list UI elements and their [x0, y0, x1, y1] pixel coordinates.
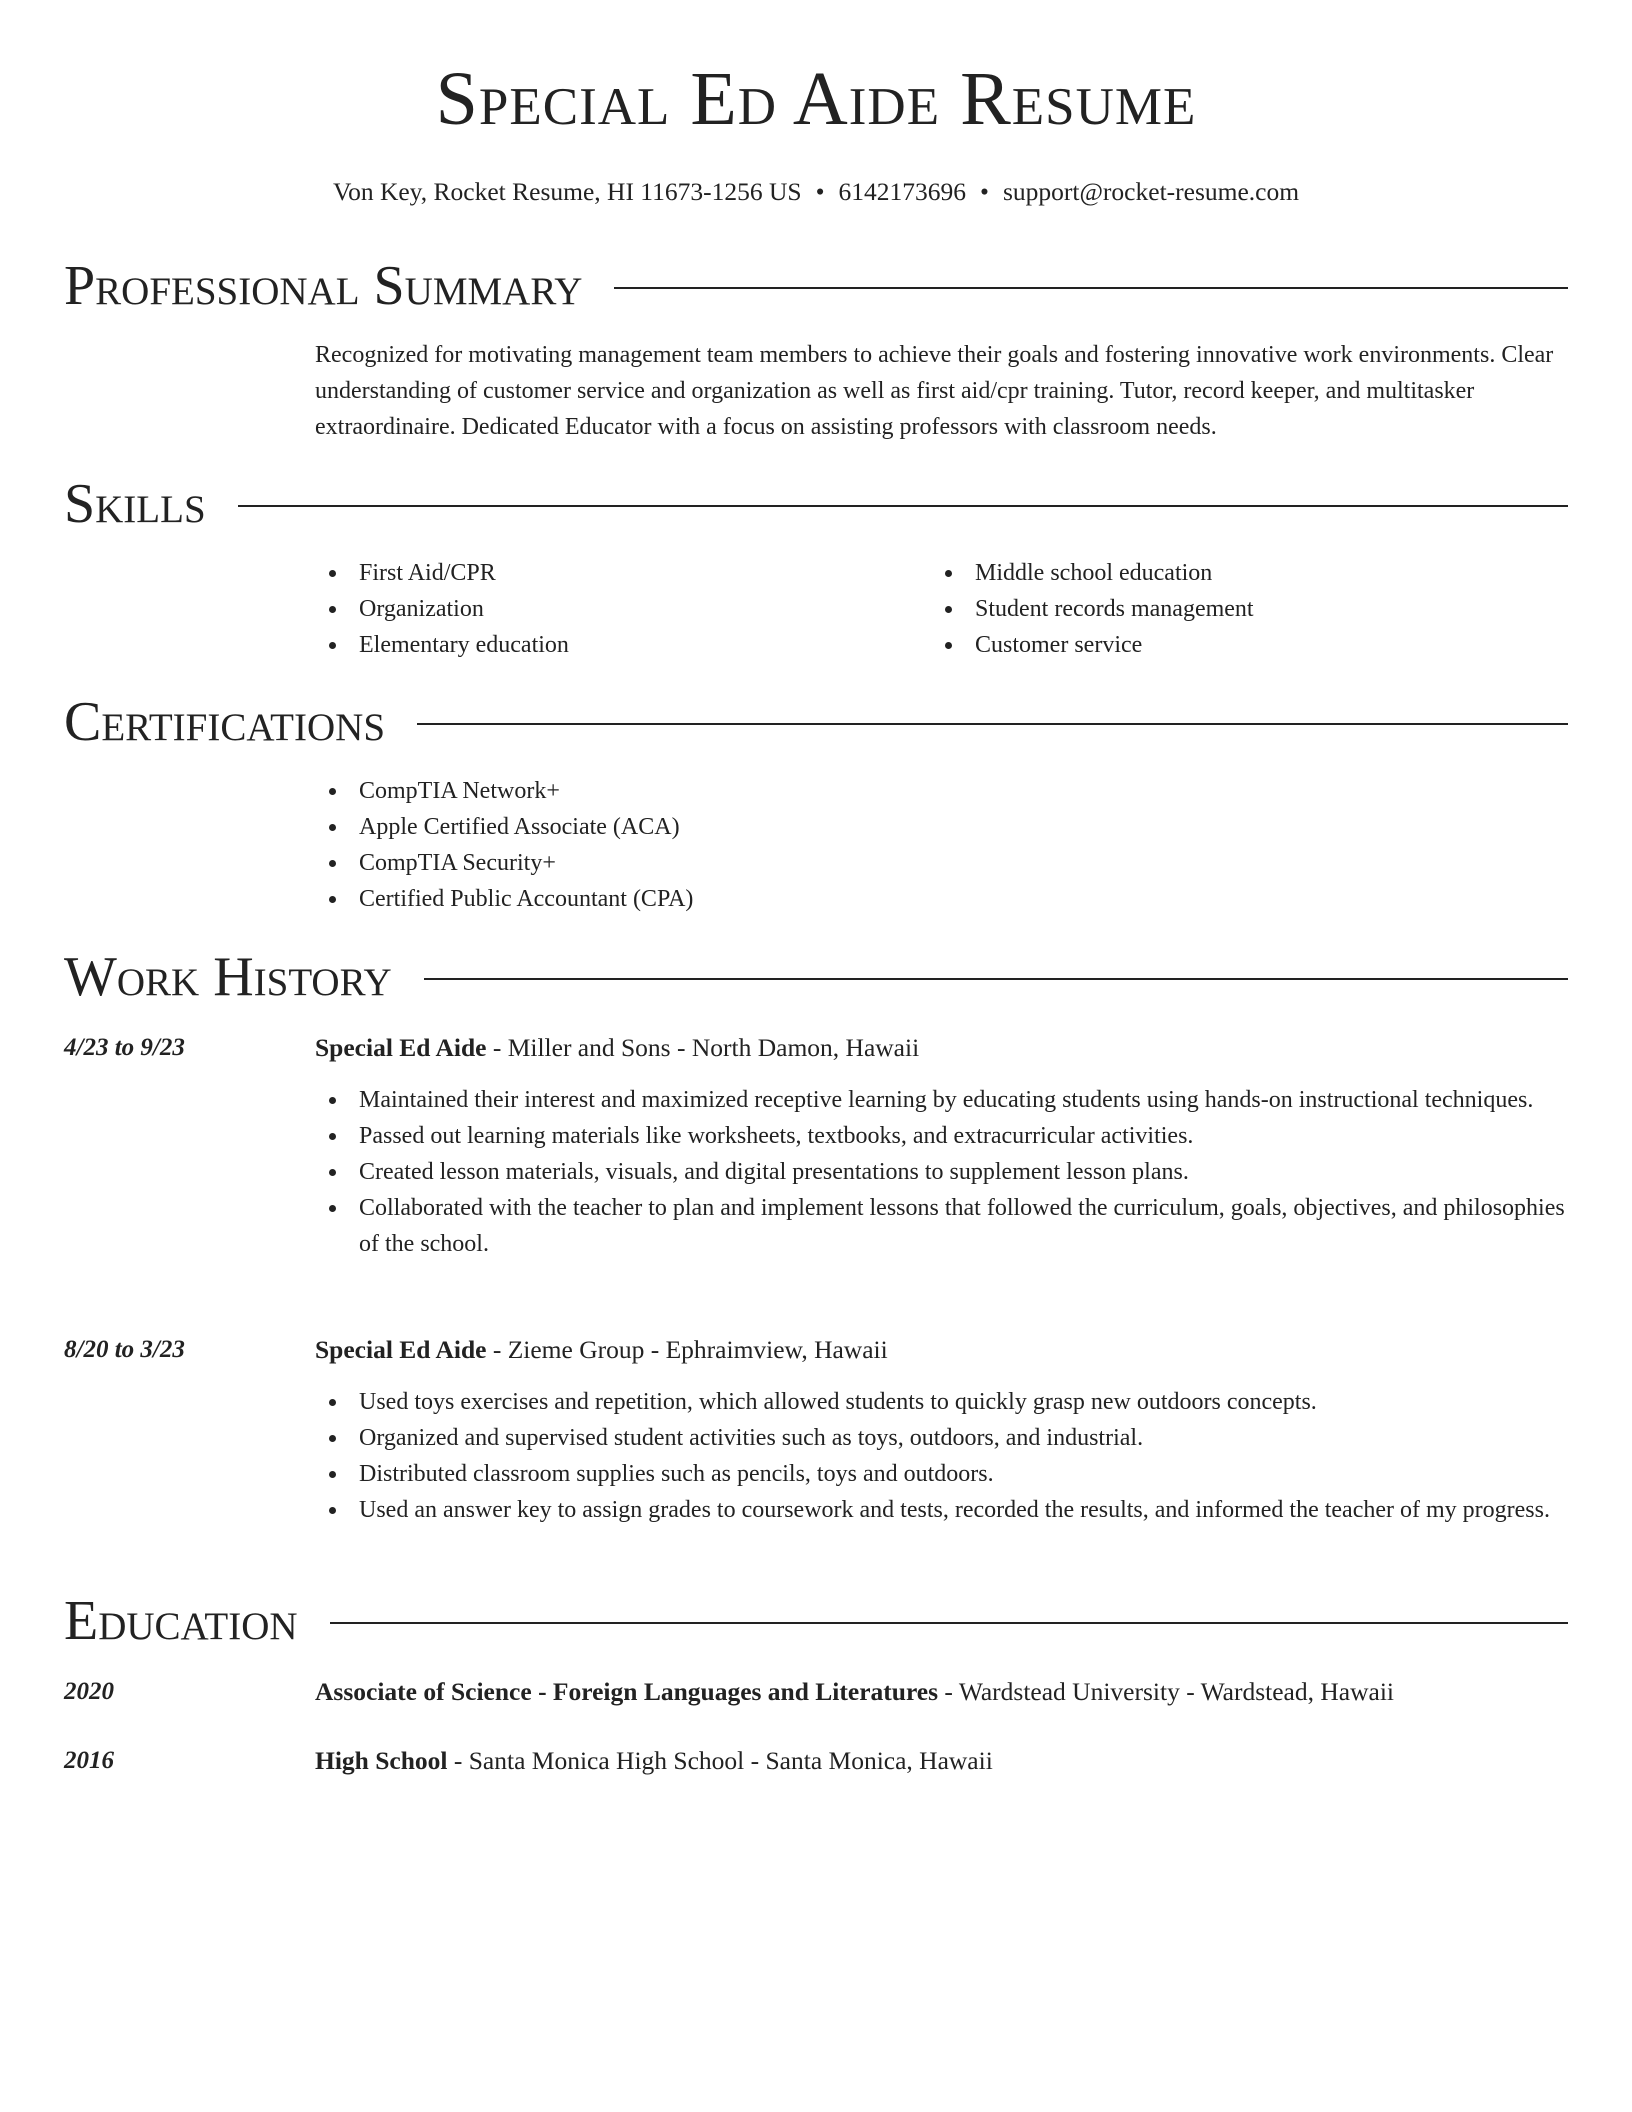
duty-text: Used toys exercises and repetition, which allowed students to quickly grasp new outdoors concepts.	[359, 1389, 1317, 1415]
certification-label: Apple Certified Associate (ACA)	[359, 814, 680, 840]
resume-title: Special Ed Aide Resume	[435, 57, 1197, 141]
skills-section-header	[64, 472, 1568, 536]
bullet-icon	[945, 606, 952, 613]
bullet-icon	[329, 1133, 336, 1140]
list-item	[315, 1384, 1575, 1420]
bullet-icon	[329, 1097, 336, 1104]
job-duties-list	[315, 1384, 1575, 1528]
bullet-icon	[329, 896, 336, 903]
job-details: - Miller and Sons - North Damon, Hawaii	[486, 1033, 920, 1062]
job-dates: 8/20 to 3/23	[64, 1336, 185, 1363]
section-heading: Work History	[64, 946, 392, 1008]
bullet-icon	[329, 824, 336, 831]
list-item	[315, 881, 1315, 917]
contact-address: Von Key, Rocket Resume, HI 11673-1256 US	[332, 177, 802, 206]
bullet-icon	[329, 788, 336, 795]
job-dates: 4/23 to 9/23	[64, 1034, 185, 1061]
summary-section-header	[64, 254, 1568, 318]
job-role: Special Ed Aide	[315, 1033, 487, 1062]
section-divider	[330, 1622, 1568, 1624]
education-entry	[315, 1743, 993, 1779]
list-item	[315, 591, 875, 627]
certification-label: Certified Public Accountant (CPA)	[359, 886, 694, 912]
duty-text: Used an answer key to assign grades to coursework and tests, recorded the results, and informed the teacher of my progress.	[359, 1497, 1550, 1523]
section-divider	[417, 723, 1568, 725]
job-title-line	[315, 1332, 888, 1368]
skill-label: Customer service	[975, 632, 1143, 658]
contact-separator: •	[815, 177, 825, 206]
contact-line	[0, 176, 1632, 208]
duty-text: Passed out learning materials like worksheets, textbooks, and extracurricular activities.	[359, 1123, 1194, 1149]
education-section-header	[64, 1589, 1568, 1653]
skill-label: Middle school education	[975, 560, 1213, 586]
certifications-list	[315, 773, 1315, 917]
duty-text: Created lesson materials, visuals, and digital presentations to supplement lesson plans.	[359, 1159, 1189, 1185]
duty-text: Maintained their interest and maximized receptive learning by educating students using hands-on instructional techniques.	[359, 1087, 1534, 1113]
bullet-icon	[329, 1507, 336, 1514]
list-item	[931, 627, 1491, 663]
education-degree: Associate of Science - Foreign Languages and Literatures	[315, 1677, 939, 1706]
duty-text: Distributed classroom supplies such as pencils, toys and outdoors.	[359, 1461, 994, 1487]
list-item	[315, 555, 875, 591]
certifications-section-header	[64, 690, 1568, 754]
duty-text: Organized and supervised student activities such as toys, outdoors, and industrial.	[359, 1425, 1144, 1451]
job-details: - Zieme Group - Ephraimview, Hawaii	[486, 1335, 888, 1364]
bullet-icon	[329, 1471, 336, 1478]
bullet-icon	[329, 860, 336, 867]
skill-label: Student records management	[975, 596, 1254, 622]
contact-separator: •	[980, 177, 989, 206]
education-details: - Santa Monica High School - Santa Monica, Hawaii	[447, 1746, 993, 1775]
contact-email[interactable]: support@rocket-resume.com	[1002, 177, 1300, 206]
skill-label: Organization	[359, 596, 484, 622]
education-year: 2020	[64, 1678, 114, 1705]
education-degree: High School	[315, 1746, 448, 1775]
certification-label: CompTIA Network+	[359, 778, 560, 804]
section-heading: Certifications	[64, 691, 386, 753]
bullet-icon	[329, 1435, 336, 1442]
list-item	[315, 1492, 1575, 1528]
job-role: Special Ed Aide	[315, 1335, 487, 1364]
list-item	[315, 1154, 1575, 1190]
list-item	[315, 1082, 1575, 1118]
education-details: - Wardstead University - Wardstead, Hawaii	[938, 1677, 1394, 1706]
section-heading: Skills	[64, 473, 206, 535]
bullet-icon	[945, 570, 952, 577]
list-item	[315, 1190, 1575, 1262]
skills-column-right	[931, 555, 1491, 663]
section-divider	[614, 287, 1568, 289]
section-divider	[238, 505, 1568, 507]
section-heading: Professional Summary	[64, 255, 583, 317]
section-heading: Education	[64, 1590, 298, 1652]
bullet-icon	[329, 642, 336, 649]
duty-text: Collaborated with the teacher to plan and implement lessons that followed the curriculum, goals, objectives, and philosophies of the school.	[359, 1195, 1565, 1257]
job-duties-list	[315, 1082, 1575, 1262]
bullet-icon	[329, 570, 336, 577]
job-title-line	[315, 1030, 919, 1066]
list-item	[315, 1118, 1575, 1154]
certification-label: CompTIA Security+	[359, 850, 556, 876]
list-item	[931, 555, 1491, 591]
section-divider	[424, 978, 1568, 980]
contact-phone: 6142173696	[838, 177, 967, 206]
bullet-icon	[329, 1205, 336, 1212]
skill-label: Elementary education	[359, 632, 569, 658]
summary-text: Recognized for motivating management team members to achieve their goals and fostering innovative work environments. Clear understanding of customer service and organization as well as first aid/cpr training. Tutor, record keeper, and multitasker extraordinaire. Dedicated Educator with a focus on assisting professors with classroom needs.	[315, 342, 1554, 440]
bullet-icon	[329, 1169, 336, 1176]
work-history-section-header	[64, 945, 1568, 1009]
list-item	[315, 627, 875, 663]
list-item	[315, 773, 1315, 809]
list-item	[315, 1420, 1575, 1456]
skills-column-left	[315, 555, 875, 663]
bullet-icon	[945, 642, 952, 649]
list-item	[931, 591, 1491, 627]
list-item	[315, 845, 1315, 881]
list-item	[315, 809, 1315, 845]
list-item	[315, 1456, 1575, 1492]
education-entry	[315, 1674, 1394, 1710]
bullet-icon	[329, 1399, 336, 1406]
skill-label: First Aid/CPR	[359, 560, 496, 586]
education-year: 2016	[64, 1747, 114, 1774]
bullet-icon	[329, 606, 336, 613]
